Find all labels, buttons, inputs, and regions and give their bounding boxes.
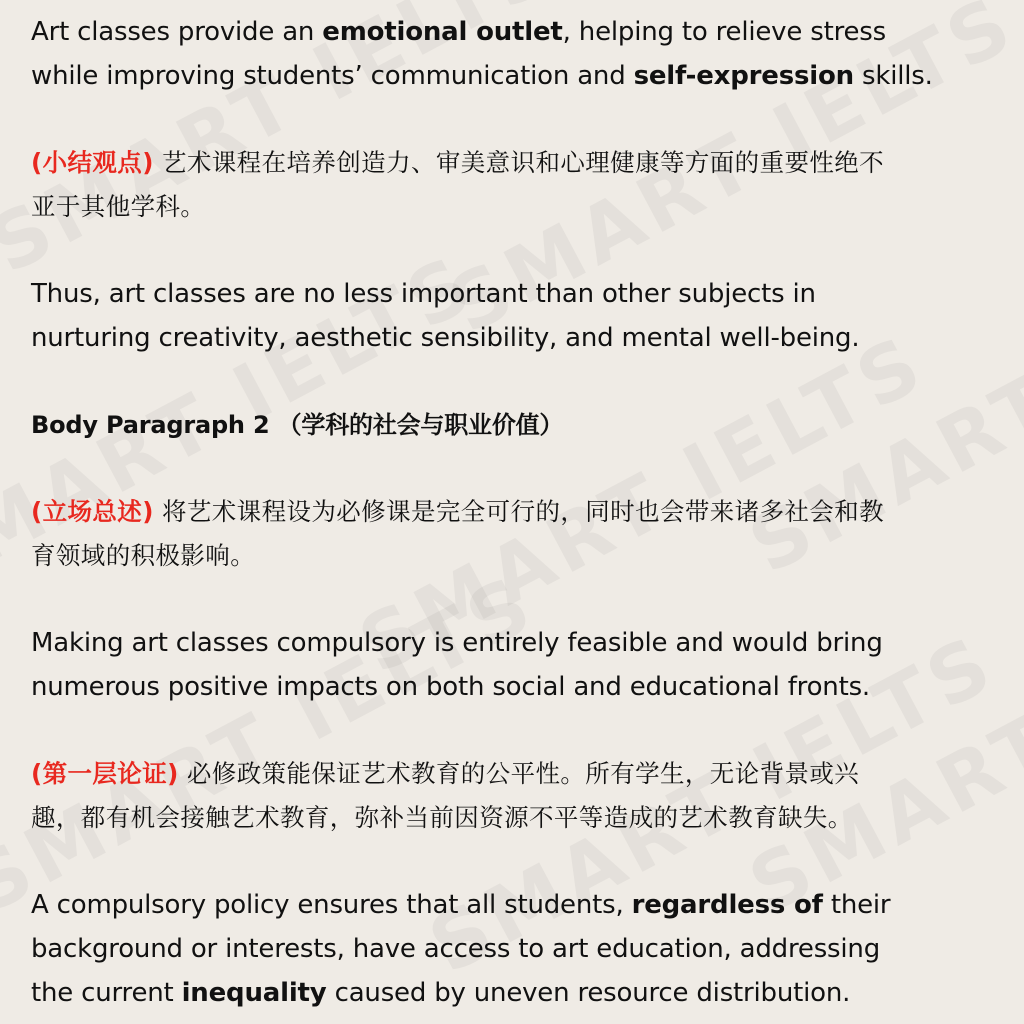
paragraph-english-3: Making art classes compulsory is entirely feasible and would bring numerous positive impacts on both social and educational fronts.	[31, 628, 883, 702]
bold-phrase: inequality	[181, 978, 327, 1008]
paragraph-chinese-2: (立场总述) 将艺术课程设为必修课是完全可行的，同时也会带来诸多社会和教 育领域的积极影响。	[31, 497, 885, 570]
paragraph-english-4: A compulsory policy ensures that all students, regardless of their background or interests, have access to art education, addressing the current inequality caused by uneven resource distribution.	[31, 890, 891, 1008]
bold-phrase: emotional outlet	[322, 17, 563, 47]
section-tag: (第一层论证)	[31, 759, 179, 788]
paragraph-english-1: Art classes provide an emotional outlet, helping to relieve stress while improving students’ communication and self-expression skills.	[31, 17, 933, 91]
section-heading: Body Paragraph 2 （学科的社会与职业价值）	[31, 411, 564, 439]
paragraph-english-2: Thus, art classes are no less important than other subjects in nurturing creativity, aesthetic sensibility, and mental well-being.	[31, 279, 860, 353]
paragraph-chinese-3: (第一层论证) 必修政策能保证艺术教育的公平性。所有学生，无论背景或兴 趣，都有机会接触艺术教育，弥补当前因资源不平等造成的艺术教育缺失。	[31, 759, 860, 832]
paragraph-chinese-1: (小结观点) 艺术课程在培养创造力、审美意识和心理健康等方面的重要性绝不 亚于其他学科。	[31, 148, 885, 221]
section-tag: (小结观点)	[31, 148, 154, 177]
bold-phrase: regardless of	[631, 890, 823, 920]
article-body	[31, 10, 996, 1015]
bold-phrase: self-expression	[633, 61, 854, 91]
section-tag: (立场总述)	[31, 497, 154, 526]
